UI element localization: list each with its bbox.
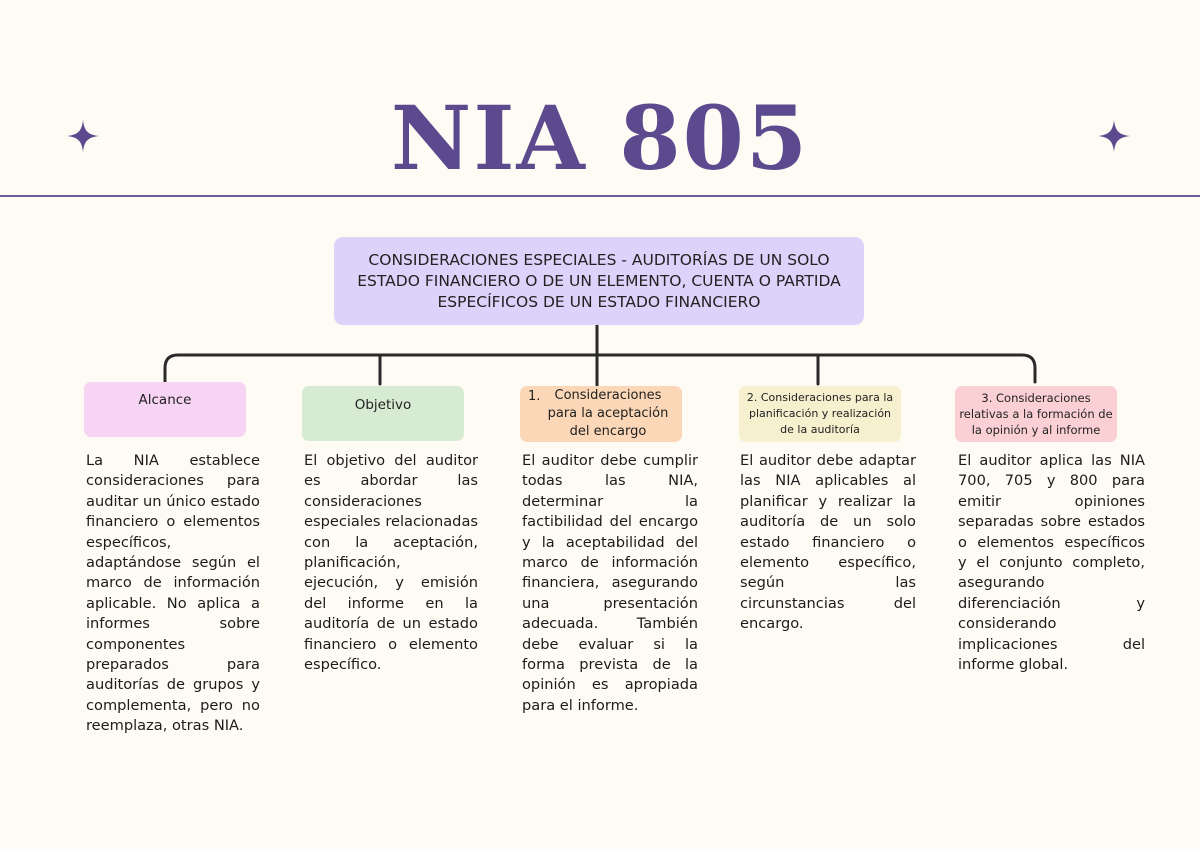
desc-planificacion: El auditor debe adaptar las NIA aplicables al planificar y realizar la auditoría de un solo estado financiero o elemento específico, según las circunstancias del encargo. xyxy=(740,452,916,633)
node-aceptacion-label: Consideraciones para la aceptación del encargo xyxy=(547,388,669,439)
node-objetivo-label: Objetivo xyxy=(354,397,412,413)
desc-opinion: El auditor aplica las NIA 700, 705 y 800 para emitir opiniones separadas sobre estados o elementos específicos y el conjunto completo, asegurando diferenciación y considerando implicaciones del informe global. xyxy=(958,452,1145,674)
left-sparkle-star-icon xyxy=(66,119,100,153)
node-objetivo xyxy=(302,386,464,441)
node-alcance xyxy=(84,382,246,437)
node-opinion-label: 3. Consideraciones relativas a la formación de la opinión y al informe xyxy=(959,391,1113,437)
root-node xyxy=(334,237,864,325)
node-aceptacion xyxy=(520,386,682,442)
node-aceptacion-number: 1. xyxy=(528,389,541,404)
node-alcance-label: Alcance xyxy=(138,392,192,408)
node-planificacion xyxy=(739,386,901,442)
desc-alcance: La NIA establece consideraciones para auditar un único estado financiero o elementos específicos, adaptándose según el marco de información aplicable. No aplica a informes sobre componentes preparados para auditorías de grupos y complementa, pero no reemplaza, otras NIA. xyxy=(86,452,260,735)
desc-aceptacion: El auditor debe cumplir todas las NIA, determinar la factibilidad del encargo y la aceptabilidad del marco de información financiera, asegurando una presentación adecuada. También debe evaluar si la forma prevista de la opinión es apropiada para el informe. xyxy=(522,452,698,714)
node-planificacion-label: 2. Consideraciones para la planificación y realización de la auditoría xyxy=(746,391,894,436)
title-divider xyxy=(0,195,1200,197)
page-title: NIA 805 xyxy=(390,86,810,190)
connector-bar xyxy=(165,355,1035,382)
desc-objetivo: El objetivo del auditor es abordar las consideraciones especiales relacionadas con la aceptación, planificación, ejecución, y emisión del informe en la auditoría de un estado financiero o elemento específico. xyxy=(304,452,478,674)
right-sparkle-star-icon xyxy=(1097,119,1131,153)
root-node-text: CONSIDERACIONES ESPECIALES - AUDITORÍAS DE UN SOLO ESTADO FINANCIERO O DE UN ELEMENTO, CUENTA O PARTIDA ESPECÍFICOS DE UN ESTADO FINANCIERO xyxy=(357,250,841,311)
node-opinion xyxy=(955,386,1117,442)
